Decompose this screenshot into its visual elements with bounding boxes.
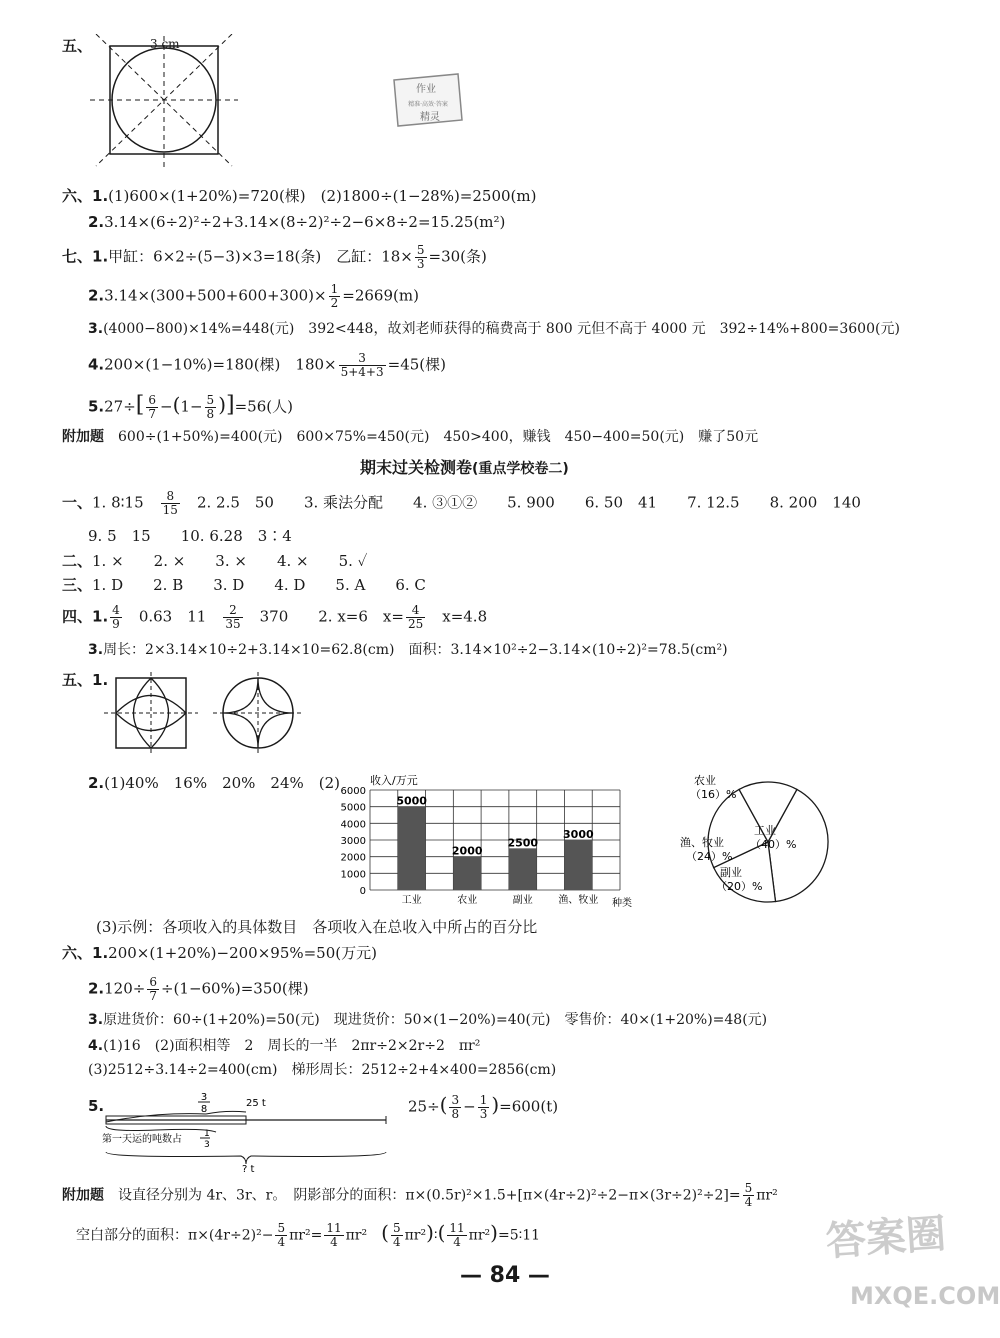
q6-calc-a: 25÷ [408, 1097, 440, 1116]
q5-label: 五、 [62, 671, 93, 689]
square-circle-figure [90, 34, 240, 174]
extra2-label: 附加题 [62, 1187, 104, 1204]
fraction-num: 5 [744, 1181, 753, 1195]
bar [398, 807, 426, 890]
q7-label: 七、 [62, 247, 93, 266]
q4-line3 [88, 640, 728, 660]
q4-text-d: x=4.8 [442, 607, 488, 626]
q7-text5: 27÷ [104, 397, 136, 416]
q7-line5: 5.27÷[ $\frac{6}{7}$ −(1− $\frac{5}{8}$ )]=56(人) [88, 392, 293, 421]
fraction-den: 4 [277, 1235, 286, 1249]
q4-text-c: 370 2. x=6 x= [259, 607, 404, 626]
q6-top-label: 六、 [62, 187, 93, 205]
extra-text: 600÷(1+50%)=400(元) 600×75%=450(元) 450>400，赚钱 450−400=50(元) 赚了50元 [118, 429, 759, 445]
stamp-text-1: 作业 [416, 84, 436, 95]
q6-top-line2 [88, 212, 505, 232]
fraction-num: 4 [406, 604, 425, 618]
diagram-first-num: 1 [204, 1129, 210, 1139]
q3-text: 1. D 2. B 3. D 4. D 5. A 6. C [92, 576, 426, 594]
bar-ytick-label: 5000 [340, 802, 366, 814]
bar-value-label: 2000 [451, 844, 483, 858]
q4-line1 [62, 604, 487, 631]
stamp-text-2: 精准·高效·答案 [408, 101, 448, 108]
bar-category-label: 渔、牧业 [558, 895, 599, 906]
fraction [339, 352, 386, 379]
q6-num2: 2. [88, 979, 105, 998]
extra2-line2: 空白部分的面积：π×(4r÷2)²− $\frac{5}{4}$ πr²= $\frac{11}{4}$ πr² ( $\frac{5}{4}$ πr²)∶( $\frac{11}{4}$ πr²)=5∶11 [76, 1220, 541, 1249]
bar [509, 848, 537, 890]
pie-label-fishery: 渔、牧业 [680, 836, 724, 849]
q6-line4c: (3)2512÷3.14÷2=400(cm) 梯形周长：2512÷2+4×400=2856(cm) [88, 1062, 557, 1078]
fraction-den: 4 [392, 1235, 401, 1249]
fraction [275, 1222, 287, 1249]
fraction [329, 283, 341, 310]
bar-category-label: 工业 [401, 895, 422, 906]
q4-label: 四、 [62, 607, 93, 626]
bar-ytick-label: 6000 [340, 786, 366, 797]
q7-text4-end: =45(棵) [387, 355, 446, 374]
q7-line2 [88, 283, 419, 310]
q7-num3: 3. [88, 321, 104, 337]
q7-line1 [62, 244, 487, 271]
extra2-text1-end: πr² [756, 1187, 778, 1204]
q6-num3: 3. [88, 1012, 104, 1028]
square-petal-figure [104, 672, 198, 754]
fraction-den: 2 [330, 296, 339, 310]
q3-line [62, 575, 426, 595]
circle-star-figure [213, 672, 303, 754]
fraction-den: 8 [451, 1107, 460, 1121]
q6-text1: 200×(1+20%)−200×95%=50(万元) [108, 944, 377, 962]
bar-value-label: 3000 [563, 828, 594, 841]
q2-line [62, 551, 367, 571]
q7-line3 [88, 319, 900, 339]
q7-num1: 1. [92, 247, 109, 266]
q6-text4: (1)16 (2)面积相等 2 周长的一半 2πr÷2×2r÷2 πr² [103, 1038, 481, 1054]
q6-top-text2: 3.14×(6÷2)²÷2+3.14×(8÷2)²÷2−6×8÷2=15.25(m²) [104, 213, 506, 231]
title-sub: (重点学校卷二) [472, 461, 569, 477]
q4-text3: 周长：2×3.14×10÷2+3.14×10=62.8(cm) 面积：3.14×10²÷2−3.14×(10÷2)²=78.5(cm²) [103, 642, 728, 658]
stamp-logo [388, 70, 468, 132]
fraction-num: 5 [392, 1221, 401, 1235]
q7-num4: 4. [88, 355, 105, 374]
bar-category-label: 农业 [457, 895, 478, 906]
bar-ytick-label: 1000 [340, 869, 366, 881]
q4-num1: 1. [92, 607, 109, 626]
fraction-num: 5 [416, 243, 425, 257]
fraction [324, 1222, 343, 1249]
fraction-den: 4 [330, 1235, 338, 1249]
q6-top-text1: (1)600×(1+20%)=720(棵) (2)1800÷(1−28%)=2500(m) [108, 187, 537, 205]
q7-num2: 2. [88, 286, 105, 305]
diagram-frac-den: 8 [200, 1104, 208, 1115]
q6-text3: 原进货价：60÷(1+20%)=50(元) 现进货价：50×(1−20%)=40(元) 零售价：40×(1+20%)=48(元) [103, 1012, 768, 1028]
q1-text2: 2. 2.5 50 3. 乘法分配 4. ③①② 5. 900 6. 50 41 7. 12.5 8. 200 140 [196, 493, 861, 512]
fraction-den: 35 [225, 617, 241, 631]
bar-xlabel: 种类 [612, 898, 632, 909]
fraction-den: 4 [453, 1235, 461, 1249]
bar-value-label: 2500 [507, 836, 539, 850]
fraction-num: 2 [223, 604, 242, 618]
bar-chart [328, 770, 648, 910]
fraction [449, 1094, 461, 1121]
fraction-den: 5+4+3 [340, 365, 384, 379]
q6-line4 [88, 1036, 480, 1056]
diagram-25t: 25 t [246, 1098, 266, 1109]
title-main: 期末过关检测卷 [360, 458, 473, 477]
q6-line2 [88, 976, 309, 1003]
section-5-label: 五、 [62, 37, 93, 55]
fraction-num: 5 [277, 1221, 286, 1235]
pie-pct-agri: （16）% [690, 788, 737, 801]
fraction-den: 8 [206, 407, 215, 421]
fraction [478, 1094, 490, 1121]
fraction-num: 4 [112, 603, 120, 617]
page-title [360, 458, 569, 479]
bar-ytick-label: 4000 [340, 819, 366, 831]
fraction-num: 8 [161, 490, 180, 504]
q6-text2-end: ÷(1−60%)=350(棵) [160, 979, 309, 998]
pie-label-side: 副业 [720, 866, 742, 879]
fraction-num: 5 [206, 393, 215, 407]
bar-ylabel: 收入/万元 [370, 774, 418, 787]
square-side-label: 3 cm [150, 37, 180, 51]
fraction [147, 976, 159, 1003]
q7-text1: 甲缸：6×2÷(5−3)×3=18(条) 乙缸：18× [108, 247, 413, 266]
q6-num1: 1. [92, 944, 109, 962]
extra2-text2b: πr²= [289, 1227, 323, 1244]
diagram-frac-num: 3 [200, 1092, 208, 1103]
bar-ytick-label: 0 [359, 886, 366, 897]
q6-calc-b: =600(t) [499, 1097, 559, 1116]
q6-top-num1: 1. [92, 187, 109, 205]
bar-yticks [341, 786, 366, 897]
fraction-num: 6 [148, 393, 157, 407]
q6-label: 六、 [62, 944, 93, 962]
fraction-den: 25 [407, 617, 424, 631]
q1-label: 一、 [62, 493, 93, 512]
fraction-den: 3 [479, 1107, 488, 1121]
q7-text5-end: =56(人) [234, 397, 293, 416]
q6-top-num2: 2. [88, 213, 105, 231]
bar-ytick-label: 3000 [340, 836, 366, 847]
bar-category-label: 副业 [512, 895, 533, 906]
fraction-num: 11 [326, 1221, 342, 1235]
q5-line2 [88, 773, 340, 793]
q6-top-line1 [62, 186, 536, 206]
q6-line1 [62, 943, 377, 963]
page-number: — 84 — [460, 1263, 550, 1288]
extra2-text2d: =5∶11 [497, 1227, 541, 1244]
extra-line [62, 427, 758, 447]
q2-label: 二、 [62, 552, 93, 570]
fraction-num: 3 [451, 1093, 460, 1107]
q5-num1: 1. [92, 671, 109, 689]
q6-num5: 5. [88, 1097, 105, 1115]
fraction-num: 11 [449, 1221, 465, 1235]
fraction-den: 4 [744, 1195, 753, 1209]
fraction-num: 1 [330, 282, 339, 296]
bar [453, 857, 481, 890]
extra-label: 附加题 [62, 429, 104, 445]
fraction-den: 7 [148, 407, 157, 421]
pie-chart [670, 770, 830, 910]
bar-xlabels [402, 893, 599, 906]
fraction [415, 244, 427, 271]
bar [564, 840, 592, 890]
fraction [743, 1182, 755, 1209]
q4-num3: 3. [88, 642, 104, 658]
fraction-num: 3 [339, 352, 386, 366]
bar-value-label: 5000 [396, 794, 427, 808]
fraction-den: 15 [162, 503, 178, 517]
fraction-den: 7 [149, 989, 157, 1003]
q5-line3: (3)示例：各项收入的具体数目 各项收入在总收入中所占的百分比 [96, 918, 538, 936]
q6-line3 [88, 1010, 767, 1030]
extra2-line1 [62, 1182, 778, 1209]
q3-label: 三、 [62, 576, 93, 594]
fraction [161, 490, 180, 517]
q7-text1-end: =30(条) [428, 247, 487, 266]
fraction-num: 6 [149, 975, 157, 989]
q7-num5: 5. [88, 397, 105, 416]
stamp-text-3: 精灵 [420, 112, 440, 123]
pie-pct-fishery: （24）% [686, 850, 733, 863]
fraction [447, 1222, 466, 1249]
q7-text2: 3.14×(300+500+600+300)× [104, 286, 327, 305]
q2-text: 1. × 2. × 3. × 4. × 5. ✓ [92, 552, 368, 570]
q1-line1 [62, 490, 861, 517]
q7-line4 [88, 352, 446, 379]
q6-num4: 4. [88, 1038, 104, 1054]
petal-figures [98, 672, 308, 756]
q5-text2: (1)40% 16% 20% 24% (2) [104, 774, 340, 792]
extra2-text2a: 空白部分的面积：π×(4r÷2)²− [76, 1227, 274, 1244]
q7-text3: (4000−800)×14%=448(元) 392<448，故刘老师获得的稿费高于 800 元但不高于 4000 元 392÷14%+800=3600(元) [103, 321, 900, 337]
pie-label-industry: 工业 [754, 824, 776, 837]
fraction-num: 1 [479, 1093, 488, 1107]
watermark-url: MXQE.COM [850, 1282, 1000, 1310]
watermark-logo: 答案圈 [824, 1210, 948, 1266]
fraction-den: 3 [416, 257, 425, 271]
fraction [223, 604, 242, 631]
q5-num2: 2. [88, 774, 105, 792]
fraction [205, 394, 217, 421]
q7-text2-end: =2669(m) [342, 286, 419, 305]
fraction-den: 9 [112, 617, 120, 631]
q4-text-b: 0.63 11 [138, 607, 207, 626]
fraction [391, 1222, 403, 1249]
extra2-text1: 设直径分别为 4r、3r、r。 阴影部分的面积：π×(0.5r)²×1.5+[π×(4r÷2)²÷2−π×(3r÷2)²÷2]= [118, 1187, 741, 1204]
q6-text2: 120÷ [104, 979, 146, 998]
bar-ytick-label: 2000 [340, 852, 366, 864]
pie-pct-industry: （40）% [750, 838, 797, 851]
extra2-text2c: πr² [345, 1227, 368, 1244]
diagram-q: ? t [242, 1164, 255, 1174]
fraction [110, 604, 122, 631]
diagram-first-day: 第一天运的吨数占 [102, 1134, 182, 1145]
q6-line5-calc: 25÷( $\frac{3}{8}$ − $\frac{1}{3}$ )=600(t) [408, 1092, 559, 1121]
q1-text1: 1. 8∶15 [92, 493, 144, 512]
fraction [146, 394, 158, 421]
q1-line3: 9. 5 15 10. 6.28 3∶4 [88, 527, 292, 545]
pie-label-agri: 农业 [694, 774, 716, 787]
fraction [406, 604, 425, 631]
diagram-first-den: 3 [204, 1140, 210, 1150]
q7-text4: 200×(1−10%)=180(棵) 180× [104, 355, 337, 374]
line-segment-diagram [96, 1086, 396, 1174]
pie-pct-side: （20）% [716, 880, 763, 893]
